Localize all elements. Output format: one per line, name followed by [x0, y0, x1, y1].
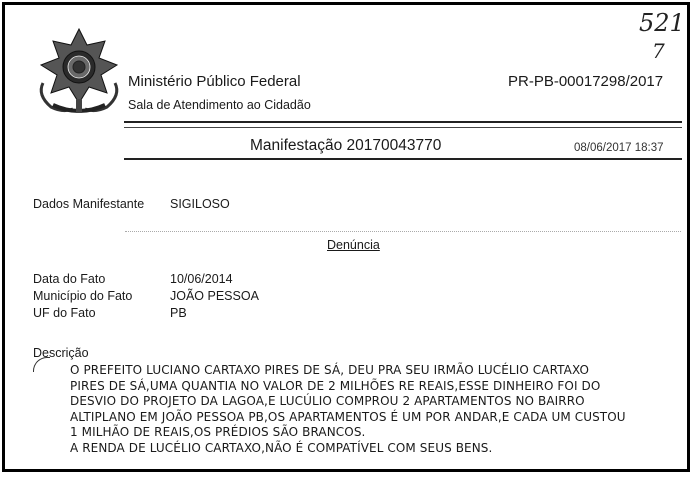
fact-label-date: Data do Fato	[33, 272, 106, 286]
manifestation-title: Manifestação 20170043770	[250, 137, 442, 154]
manifestant-value: SIGILOSO	[170, 197, 230, 211]
description-line: A RENDA DE LUCÉLIO CARTAXO,NÃO É COMPATÍVEL COM SEUS BENS.	[70, 440, 493, 455]
header-divider-thin	[124, 127, 682, 128]
fact-label-municipality: Município do Fato	[33, 289, 133, 303]
fact-value-date: 10/06/2014	[170, 272, 233, 286]
protocol-number: PR-PB-00017298/2017	[508, 73, 664, 90]
section-separator	[125, 231, 681, 232]
description-text	[70, 363, 670, 457]
section-title: Denúncia	[327, 238, 380, 252]
coat-of-arms-icon	[33, 25, 125, 117]
document-page	[2, 2, 690, 472]
header-divider	[124, 121, 682, 123]
manifestation-date: 08/06/2017 18:37	[574, 142, 664, 154]
title-divider	[124, 158, 682, 160]
handwritten-page-number: 521	[639, 9, 685, 37]
manifestant-label: Dados Manifestante	[33, 197, 145, 211]
description-label: Descrição	[33, 346, 89, 360]
organization-name: Ministério Público Federal	[128, 73, 301, 90]
description-line: ALTIPLANO EM JOÃO PESSOA PB,OS APARTAMENTOS É UM POR ANDAR,E CADA UM CUSTOU	[70, 409, 626, 424]
description-line: DESVIO DO PROJETO DA LAGOA,E LUCÚLIO COMPROU 2 APARTAMENTOS NO BAIRRO	[70, 394, 585, 409]
fact-value-state: PB	[170, 306, 187, 320]
handwritten-mark: 7	[652, 39, 665, 63]
fact-label-state: UF do Fato	[33, 306, 96, 320]
description-line: PIRES DE SÁ,UMA QUANTIA NO VALOR DE 2 MILHÕES RE REAIS,ESSE DINHEIRO FOI DO	[70, 378, 601, 393]
description-line: 1 MILHÃO DE REAIS,OS PRÉDIOS SÃO BRANCOS.	[70, 425, 366, 440]
fact-value-municipality: JOÃO PESSOA	[170, 289, 259, 303]
description-line: O PREFEITO LUCIANO CARTAXO PIRES DE SÁ, DEU PRA SEU IRMÃO LUCÉLIO CARTAXO	[70, 363, 590, 377]
department-name: Sala de Atendimento ao Cidadão	[128, 98, 311, 112]
